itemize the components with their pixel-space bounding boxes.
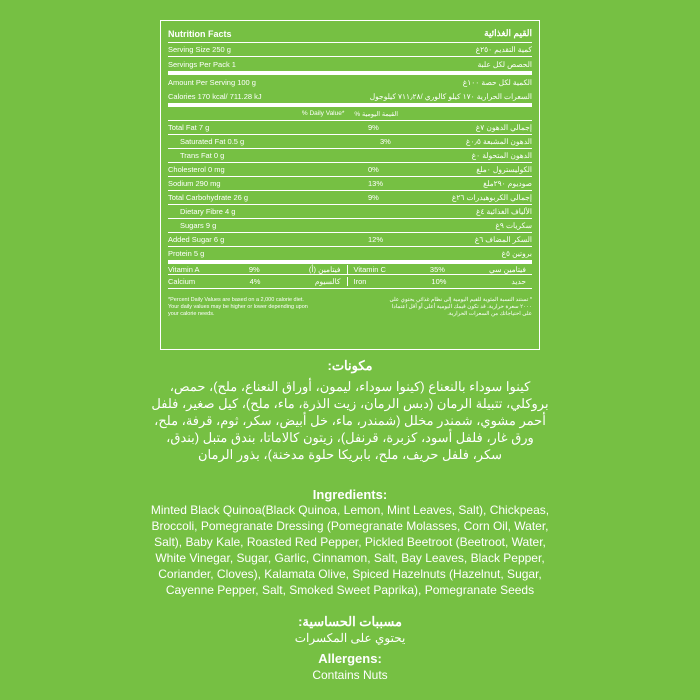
nutrient-dv: 12% [368, 235, 384, 244]
nutrient-row [168, 149, 532, 163]
vitamin-row-2 [168, 275, 532, 289]
servings-en: Servings Per Pack 1 [168, 59, 236, 69]
footnote [168, 297, 532, 318]
nutrient-row [168, 191, 532, 205]
ingredients-title: Ingredients: [312, 487, 388, 502]
vit-a-ar: فيتامين (أ) [308, 264, 341, 274]
amount-ar: الكمية لكل حصة ١٠٠غ [462, 77, 532, 87]
footnote-en: *Percent Daily Values are based on a 2,000 calorie diet. Your daily values may be higher or lower depending upon your calorie needs. [168, 297, 308, 318]
nutrient-row [168, 135, 532, 149]
serving-size-en: Serving Size 250 g [168, 45, 231, 54]
vit-c-en: Vitamin C [353, 264, 386, 274]
nutrient-list [168, 121, 532, 261]
nutrient-name-ar: إجمالي الكربوهيدرات ٢٦غ [451, 193, 532, 202]
calories-row [168, 89, 532, 107]
iron-en: Iron [353, 277, 367, 286]
serving-size-row [168, 43, 532, 57]
ingredients-ar-title: مكونات: [327, 358, 373, 373]
footnote-ar: * تستند النسبة المئوية للقيم اليومية إلى نظام غذائي يحتوي على ٢٠٠٠ سعرة حرارية. قد تكون قيمك اليومية أعلى أو أقل اعتمادا على احتياجاتك من السعرات الحرارية. [389, 297, 532, 318]
nutrient-name-en: Trans Fat 0 g [180, 151, 225, 160]
nutrient-dv: 3% [380, 137, 391, 146]
nutrient-name-ar: الألياف الغذائية ٤غ [475, 207, 532, 216]
ingredients-ar: كينوا سوداء بالنعناع (كينوا سوداء، ليمون، أوراق النعناع، ملح)، حمص، بروكلي، تتبيلة الرمان (دبس الرمان، زيت الذرة، ماء، ملح)، كيل صغير، فلفل أحمر مشوي، شمندر مخلل (شمندر، ماء، خل أبيض، سكر، ثوم، قرفة، ملح، ورق غار، فلفل أسود، كزبرة، قرنفل)، زيتون كالاماتا، بندق متبل (بندق، سكر، فلفل حريف، ملح، بابريكا حلوة مدخنة)، بذور الرمان [151, 379, 549, 462]
daily-value-header [168, 107, 532, 121]
allergens-title: Allergens: [318, 651, 382, 666]
nutrient-dv: 9% [368, 193, 379, 202]
calcium-ar: كالسيوم [314, 277, 341, 286]
nutrient-name-ar: الدهون المتحولة ٠غ [471, 151, 532, 160]
nutrient-row [168, 233, 532, 247]
nutrition-facts-panel [160, 20, 540, 350]
calcium-en: Calcium [168, 277, 196, 286]
nutrient-row [168, 163, 532, 177]
nutrient-name-en: Added Sugar 6 g [168, 235, 225, 244]
nutrient-name-en: Total Carbohydrate 26 g [168, 193, 249, 202]
servings-ar: الحصص لكل علبة [477, 59, 532, 69]
nutrient-name-ar: سكريات ٩غ [495, 221, 532, 230]
nutrient-row [168, 205, 532, 219]
nutrient-name-ar: الدهون المشبعة ٠٫٥غ [465, 137, 532, 146]
allergens-ar: يحتوي على المكسرات [294, 631, 406, 645]
dv-ar: القيمة اليومية % [354, 110, 399, 118]
vit-c-pct: 35% [429, 264, 445, 274]
vit-c-ar: فيتامين سي [488, 264, 526, 274]
nutrient-name-ar: بروتين ٥غ [501, 249, 532, 258]
ingredients-en: Minted Black Quinoa(Black Quinoa, Lemon, Mint Leaves, Salt), Chickpeas, Broccoli, Pomegranate Dressing (Pomegranate Molasses, Corn Oil, Water, Salt), Baby Kale, Roasted Red Pepper, Pickled Beetroot (Beetroot, Water, White Vinegar, Sugar, Garlic, Cinnamon, Salt, Bay Leaves, Black Pepper, Coriander, Cloves), Kalamata Olive, Spiced Hazelnuts (Hazelnut, Sugar, Cayenne Pepper, Salt, Smoked Sweet Paprika), Pomegranate Seeds [150, 503, 550, 597]
amount-row [168, 75, 532, 89]
nutrient-dv: 9% [368, 123, 379, 132]
nutrient-name-en: Sodium 290 mg [168, 179, 221, 188]
allergens-ar-title: مسببات الحساسية: [298, 614, 402, 629]
nutrient-name-ar: السكر المضاف ٦غ [474, 235, 532, 244]
nutrient-name-en: Dietary Fibre 4 g [180, 207, 236, 216]
serving-size-ar: كمية التقديم ٢٥٠غ [475, 45, 532, 54]
nutrient-name-en: Saturated Fat 0.5 g [180, 137, 245, 146]
nutrient-row [168, 247, 532, 261]
allergens-en: Contains Nuts [312, 668, 388, 682]
nutrient-name-ar: صوديوم ٢٩٠ملغ [483, 179, 532, 188]
iron-ar: حديد [511, 277, 526, 286]
calories-ar: السعرات الحرارية ١٧٠ كيلو كالوري /٧١١٫٢٨ كيلوجول [369, 91, 532, 101]
nutrient-row [168, 121, 532, 135]
nutrient-name-en: Sugars 9 g [180, 221, 217, 230]
vit-a-pct: 9% [248, 264, 260, 274]
nutrient-name-en: Total Fat 7 g [168, 123, 210, 132]
calories-en: Calories 170 kcal/ 711.28 kJ [168, 91, 262, 101]
nutrient-name-en: Cholesterol 0 mg [168, 165, 225, 174]
amount-en: Amount Per Serving 100 g [168, 77, 256, 87]
vitamin-row-1 [168, 261, 532, 275]
title-ar: القيم الغذائية [484, 28, 532, 38]
calcium-pct: 4% [249, 277, 261, 286]
nutrient-dv: 13% [368, 179, 384, 188]
nutrient-name-ar: إجمالي الدهون ٧غ [475, 123, 532, 132]
dv-en: % Daily Value* [301, 110, 345, 117]
vit-a-en: Vitamin A [168, 264, 200, 274]
title-en: Nutrition Facts [168, 28, 232, 39]
servings-row [168, 57, 532, 75]
nutrient-name-en: Protein 5 g [168, 249, 205, 258]
nutrient-name-ar: الكوليسترول ٠ملغ [476, 165, 532, 174]
nutrient-row [168, 219, 532, 233]
nutrient-row [168, 177, 532, 191]
nutrient-dv: 0% [368, 165, 379, 174]
iron-pct: 10% [431, 277, 447, 286]
panel-title-row [168, 25, 532, 43]
